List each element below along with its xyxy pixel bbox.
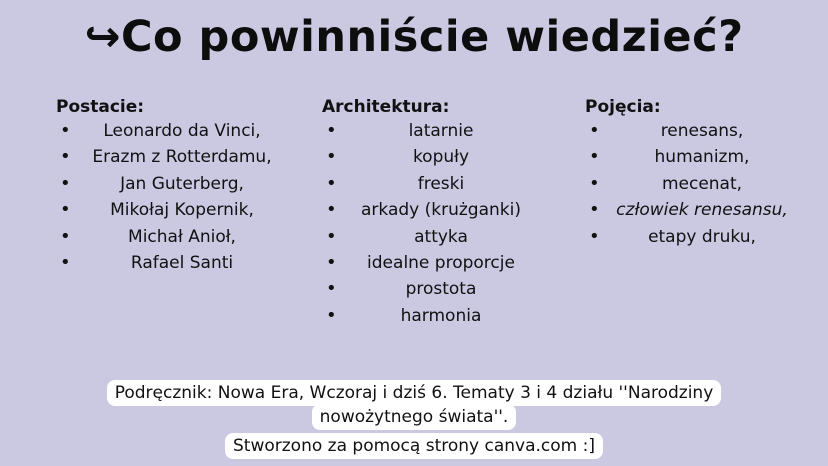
footer-credit-note	[0, 434, 828, 458]
list-item: • humanizm,	[585, 144, 805, 170]
list-item: • harmonia	[322, 303, 542, 329]
column-heading: Pojęcia:	[585, 97, 661, 117]
column-postacie	[56, 96, 286, 276]
footer-source-text-b: nowożytnego świata''.	[312, 404, 517, 430]
list-item: • Jan Guterberg,	[56, 171, 286, 197]
list-item: • mecenat,	[585, 171, 805, 197]
column-architektura	[322, 96, 542, 329]
column-pojecia	[585, 96, 805, 250]
list-item: • freski	[322, 171, 542, 197]
list-item: • kopuły	[322, 144, 542, 170]
page-title: ↪Co powinniście wiedzieć?	[84, 12, 744, 62]
column-heading: Postacie:	[56, 97, 145, 117]
list-item: • Rafael Santi	[56, 250, 286, 276]
list-item: • Mikołaj Kopernik,	[56, 197, 286, 223]
list-item: • etapy druku,	[585, 224, 805, 250]
list-item: • Leonardo da Vinci,	[56, 118, 286, 144]
list-item: • arkady (krużganki)	[322, 197, 542, 223]
bullet-list	[585, 118, 805, 250]
list-item: • idealne proporcje	[322, 250, 542, 276]
footer-credit-text: Stworzono za pomocą strony canva.com :]	[225, 433, 603, 459]
list-item: • człowiek renesansu,	[585, 197, 805, 223]
list-item: • prostota	[322, 276, 542, 302]
list-item: • renesans,	[585, 118, 805, 144]
column-heading: Architektura:	[322, 97, 450, 117]
list-item: • attyka	[322, 224, 542, 250]
footer-source-text-a: Podręcznik: Nowa Era, Wczoraj i dziś 6. Tematy 3 i 4 działu ''Narodziny	[107, 380, 722, 406]
bullet-list	[56, 118, 286, 276]
bullet-list	[322, 118, 542, 329]
list-item: • Erazm z Rotterdamu,	[56, 144, 286, 170]
list-item: • latarnie	[322, 118, 542, 144]
list-item: • Michał Anioł,	[56, 224, 286, 250]
footer-source-note	[0, 381, 828, 429]
